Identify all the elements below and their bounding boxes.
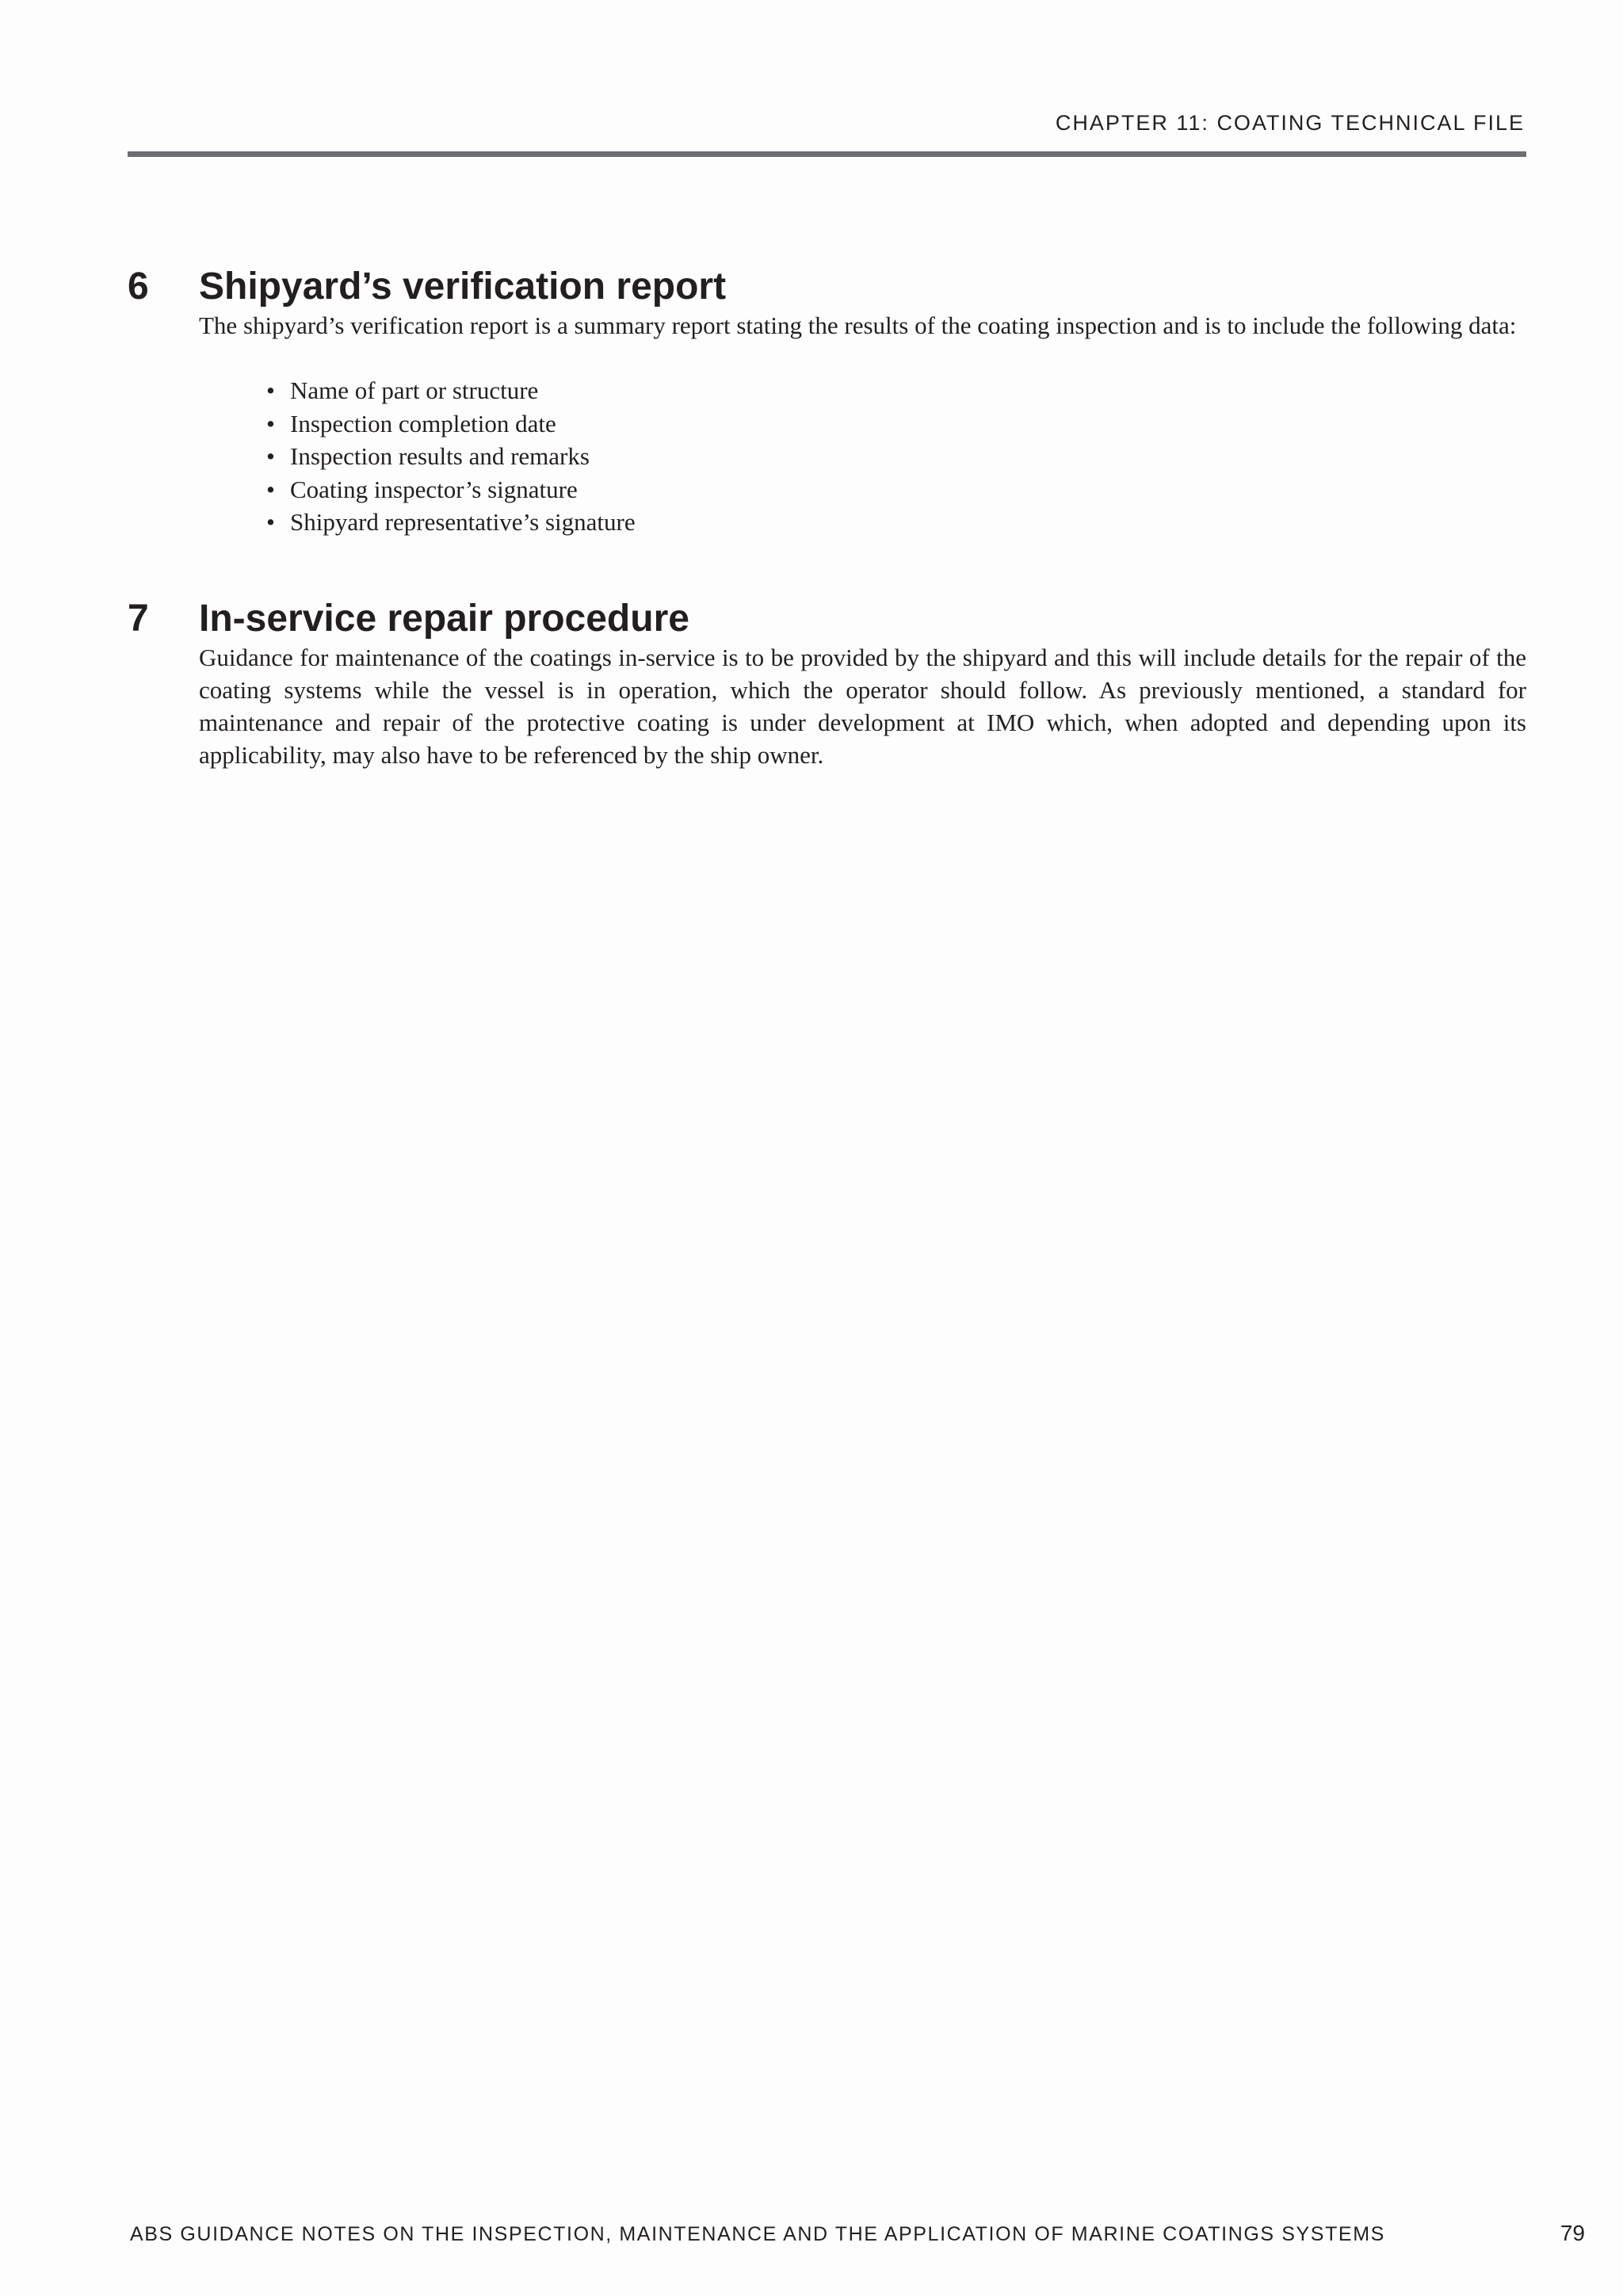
list-item-text: Name of part or structure: [290, 376, 539, 404]
section-7-heading: [128, 597, 1526, 641]
section-6-number: 6: [128, 266, 149, 308]
list-item: [266, 407, 1526, 441]
running-header: CHAPTER 11: COATING TECHNICAL FILE: [1055, 111, 1525, 135]
list-item: [266, 473, 1526, 506]
bullet-icon: •: [266, 475, 275, 503]
list-item-text: Inspection completion date: [290, 409, 556, 437]
section-6-intro: The shipyard’s verification report is a summary report stating the results of the coating inspection and is to include the following data:: [199, 311, 1517, 339]
list-item-text: Inspection results and remarks: [290, 442, 590, 470]
section-6-title: Shipyard’s verification report: [199, 266, 727, 308]
section-7-title: In-service repair procedure: [199, 598, 689, 640]
section-6: [128, 265, 1526, 539]
verification-data-list: [199, 374, 1526, 539]
list-item-text: Shipyard representative’s signature: [290, 508, 636, 536]
section-6-body: [199, 309, 1526, 539]
list-item: [266, 440, 1526, 473]
section-7-paragraph: Guidance for maintenance of the coatings in-service is to be provided by the shipyard and this will include details for the repair of the coating systems while the vessel is in operation, which the operator should follow. As previously mentioned, a standard for maintenance and repair of the protective coating is under development at IMO which, when adopted and depending upon its applicability, may also have to be referenced by the ship owner.: [199, 644, 1526, 769]
footer-publication-title: ABS GUIDANCE NOTES ON THE INSPECTION, MAINTENANCE AND THE APPLICATION OF MARINE COATINGS SYSTEMS: [130, 2223, 1385, 2245]
section-7-body: [199, 641, 1526, 771]
bullet-icon: •: [266, 376, 275, 404]
bullet-icon: •: [266, 442, 275, 470]
bullet-icon: •: [266, 409, 275, 437]
page-number: 79: [1560, 2221, 1585, 2245]
list-item: [266, 374, 1526, 407]
section-7-number: 7: [128, 598, 149, 640]
section-6-heading: [128, 265, 1526, 309]
list-item: [266, 506, 1526, 539]
header-rule: [128, 151, 1526, 157]
section-7: [128, 597, 1526, 771]
list-item-text: Coating inspector’s signature: [290, 475, 578, 503]
bullet-icon: •: [266, 508, 275, 536]
